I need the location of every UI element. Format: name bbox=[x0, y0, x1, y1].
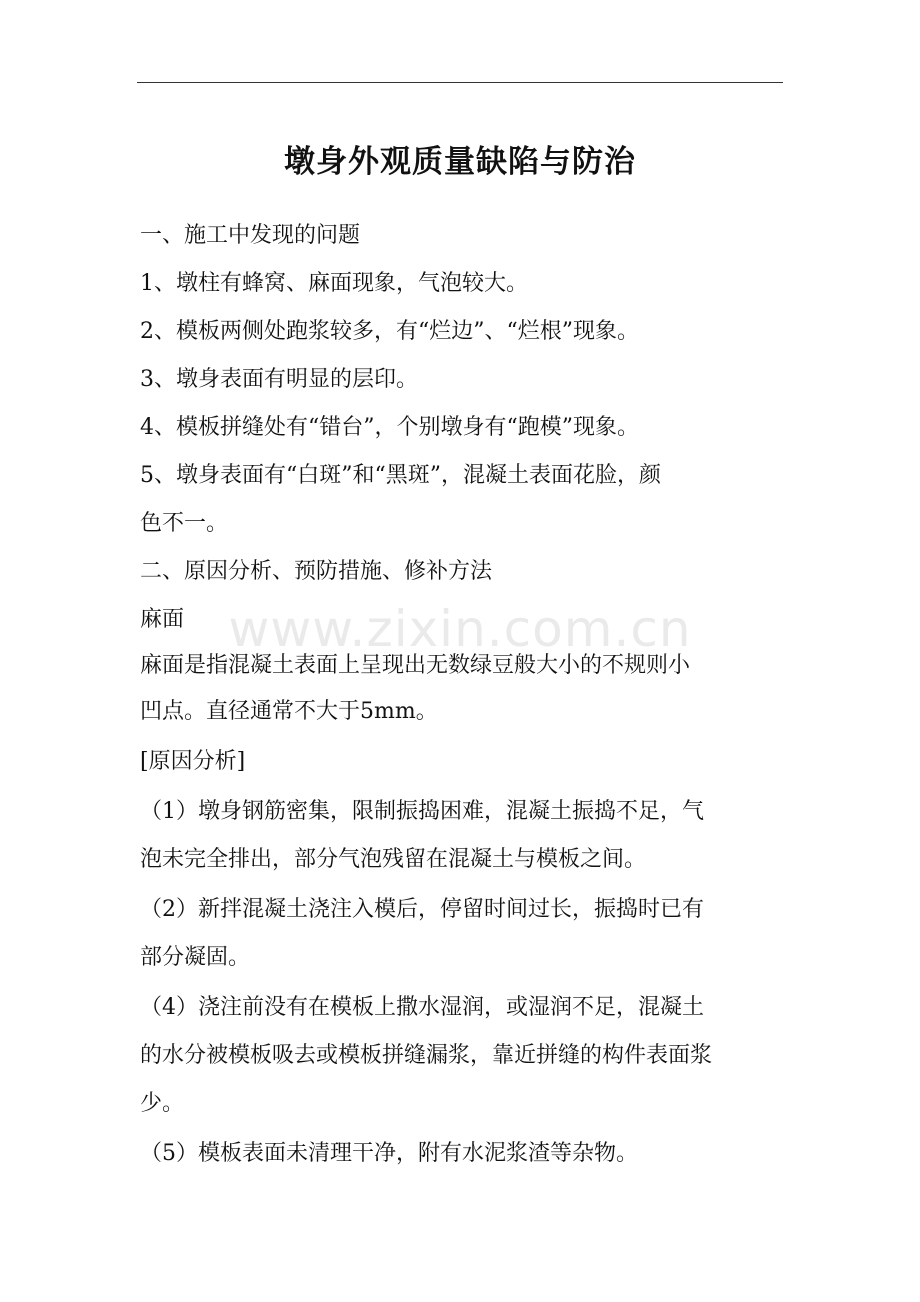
subheading-pitting: 麻面 bbox=[140, 607, 185, 632]
problem-item-5: 5、墩身表面有“白斑”和“黑斑”，混凝土表面花脸，颜 bbox=[140, 463, 661, 488]
cause-item-1-cont: 泡未完全排出，部分气泡残留在混凝土与模板之间。 bbox=[140, 847, 647, 872]
cause-item-4-cont: 的水分被模板吸去或模板拼缝漏浆，靠近拼缝的构件表面浆 bbox=[140, 1043, 713, 1068]
pitting-definition: 麻面是指混凝土表面上呈现出无数绿豆般大小的不规则小 bbox=[140, 653, 691, 678]
problem-item-5-cont: 色不一。 bbox=[140, 511, 229, 536]
cause-item-5: （5）模板表面未清理干净，附有水泥浆渣等杂物。 bbox=[140, 1141, 638, 1166]
watermark: www.zixin.com.cn bbox=[228, 600, 692, 658]
cause-item-2-cont: 部分凝固。 bbox=[140, 945, 251, 970]
page-title: 墩身外观质量缺陷与防治 bbox=[284, 144, 636, 180]
pitting-definition-cont: 凹点。直径通常不大于5mm。 bbox=[140, 699, 438, 724]
cause-item-1: （1）墩身钢筋密集，限制振捣困难，混凝土振捣不足，气 bbox=[140, 799, 704, 824]
section-heading-problems: 一、施工中发现的问题 bbox=[140, 223, 361, 248]
problem-item-3: 3、墩身表面有明显的层印。 bbox=[140, 367, 418, 392]
cause-item-4: （4）浇注前没有在模板上撒水湿润，或湿润不足，混凝土 bbox=[140, 995, 704, 1020]
problem-item-2: 2、模板两侧处跑浆较多，有“烂边”、“烂根”现象。 bbox=[140, 319, 639, 344]
problem-item-1: 1、墩柱有蜂窝、麻面现象，气泡较大。 bbox=[140, 271, 528, 296]
problem-item-4: 4、模板拼缝处有“错台”，个别墩身有“跑模”现象。 bbox=[140, 415, 639, 440]
cause-item-4-cont-2: 少。 bbox=[140, 1091, 185, 1116]
cause-item-2: （2）新拌混凝土浇注入模后，停留时间过长，振捣时已有 bbox=[140, 897, 704, 922]
section-heading-analysis: 二、原因分析、预防措施、修补方法 bbox=[140, 559, 493, 584]
header-rule bbox=[137, 82, 783, 83]
cause-analysis-label: [原因分析] bbox=[140, 749, 246, 774]
